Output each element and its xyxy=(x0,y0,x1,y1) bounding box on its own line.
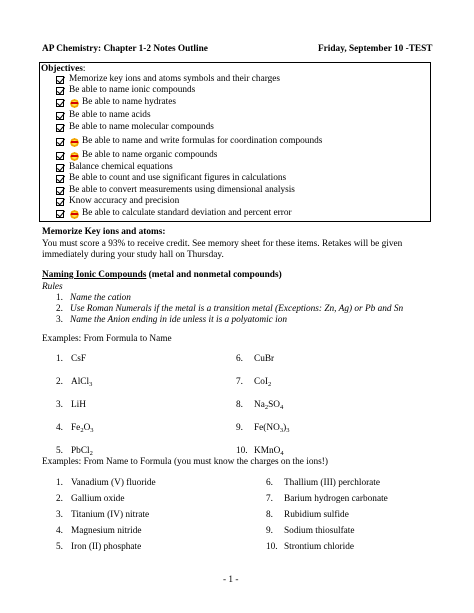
checkbox-checked-icon xyxy=(56,152,64,160)
formula-subscript: 4 xyxy=(279,404,284,411)
formula-example-item xyxy=(236,354,274,365)
checkbox-checked-icon xyxy=(56,99,64,107)
name-example-item xyxy=(56,510,149,521)
objective-item xyxy=(56,173,286,185)
chemical-formula xyxy=(71,377,92,388)
examples-formula-heading: Examples: From Formula to Name xyxy=(42,334,172,344)
name-example-item xyxy=(266,526,355,537)
compound-name: Rubidium sulfide xyxy=(284,510,349,520)
formula-example-item xyxy=(56,400,86,411)
checkbox-checked-icon xyxy=(56,87,64,95)
naming-heading: Naming Ionic Compounds (metal and nonmetal compounds) xyxy=(42,270,282,280)
objective-item xyxy=(56,85,195,97)
compound-name: Sodium thiosulfate xyxy=(284,526,355,536)
rule-text: Name the Anion ending in ide unless it is a polyatomic ion xyxy=(70,315,287,325)
objective-text: Be able to name molecular compounds xyxy=(69,122,214,133)
rule-number: 3. xyxy=(56,315,63,325)
formula-example-item xyxy=(56,423,94,434)
compound-name: Barium hydrogen carbonate xyxy=(284,494,388,504)
name-example-item xyxy=(266,510,349,521)
compound-name: Thallium (III) perchlorate xyxy=(284,478,381,488)
formula-segment: PbCl xyxy=(71,446,90,456)
formula-subscript: 2 xyxy=(89,450,93,457)
example-number: 3. xyxy=(56,400,63,410)
example-number: 1. xyxy=(56,478,63,488)
memorize-heading: Memorize Key ions and atoms: xyxy=(42,227,166,237)
rule-text: Use Roman Numerals if the metal is a transition metal (Exceptions: Zn, Ag) or Pb and Sn xyxy=(70,304,404,314)
formula-subscript: 3 xyxy=(279,427,284,434)
objectives-heading: Objectives: xyxy=(41,64,86,74)
example-number: 7. xyxy=(236,377,243,387)
example-number: 10. xyxy=(266,542,278,552)
chemical-formula xyxy=(71,400,86,411)
checkbox-checked-icon xyxy=(56,210,64,218)
checkbox-checked-icon xyxy=(56,175,64,183)
rule-number: 1. xyxy=(56,293,63,303)
examples-name-heading: Examples: From Name to Formula (you must know the charges on the ions!) xyxy=(42,457,328,467)
rule-number: 2. xyxy=(56,304,63,314)
formula-subscript: 4 xyxy=(280,450,284,457)
name-example-item xyxy=(56,526,142,537)
formula-segment: ) xyxy=(283,423,287,433)
formula-segment: CoI xyxy=(254,377,268,387)
chemical-formula xyxy=(71,446,93,457)
objective-text: Be able to name ionic compounds xyxy=(69,85,196,96)
objective-item xyxy=(56,208,292,220)
rule-text: Name the cation xyxy=(70,293,131,303)
formula-subscript: 2 xyxy=(264,404,269,411)
name-example-item xyxy=(56,542,141,553)
checkbox-checked-icon xyxy=(56,124,64,132)
formula-segment: KMnO xyxy=(254,446,281,456)
checkbox-checked-icon xyxy=(56,164,64,172)
new-starburst-icon xyxy=(69,138,80,147)
memorize-text-line-2: immediately during your study hall on Thursday. xyxy=(42,250,224,260)
formula-segment: O xyxy=(83,423,91,433)
objective-text: Be able to name organic compounds xyxy=(82,150,218,161)
formula-segment: CuBr xyxy=(254,354,275,364)
example-number: 4. xyxy=(56,423,63,433)
objective-text: Be able to calculate standard deviation and percent error xyxy=(82,208,292,219)
example-number: 9. xyxy=(236,423,243,433)
example-number: 7. xyxy=(266,494,273,504)
formula-segment: CsF xyxy=(71,354,86,364)
objective-text: Be able to count and use significant figures in calculations xyxy=(69,173,287,184)
example-number: 3. xyxy=(56,510,63,520)
example-number: 6. xyxy=(266,478,273,488)
rule-item xyxy=(56,315,287,326)
checkbox-checked-icon xyxy=(56,187,64,195)
formula-subscript: 2 xyxy=(80,427,84,434)
new-starburst-icon xyxy=(69,210,80,219)
example-number: 5. xyxy=(56,542,63,552)
objective-item xyxy=(56,110,151,122)
objective-item xyxy=(56,136,322,148)
objective-item xyxy=(56,196,179,208)
name-example-item xyxy=(266,542,354,553)
compound-name: Gallium oxide xyxy=(71,494,125,504)
checkbox-checked-icon xyxy=(56,138,64,146)
chemical-formula xyxy=(71,354,86,365)
example-number: 9. xyxy=(266,526,273,536)
example-number: 8. xyxy=(236,400,243,410)
objective-text: Be able to name acids xyxy=(69,110,151,121)
example-number: 2. xyxy=(56,494,63,504)
example-number: 4. xyxy=(56,526,63,536)
name-example-item xyxy=(266,478,380,489)
example-number: 5. xyxy=(56,446,63,456)
compound-name: Magnesium nitride xyxy=(71,526,142,536)
formula-segment: Fe(NO xyxy=(254,423,280,433)
chemical-formula xyxy=(254,446,284,457)
new-starburst-icon xyxy=(69,152,80,161)
objective-text: Know accuracy and precision xyxy=(69,196,180,207)
formula-segment: Na xyxy=(254,400,265,410)
objective-text: Be able to convert measurements using dimensional analysis xyxy=(69,185,295,196)
document-title: AP Chemistry: Chapter 1-2 Notes Outline xyxy=(42,44,208,54)
compound-name: Titanium (IV) nitrate xyxy=(71,510,150,520)
formula-subscript: 2 xyxy=(267,381,272,388)
compound-name: Vanadium (V) fluoride xyxy=(71,478,156,488)
objective-text: Balance chemical equations xyxy=(69,162,173,173)
objective-text: Memorize key ions and atoms symbols and their charges xyxy=(69,74,281,85)
formula-example-item xyxy=(236,423,289,434)
objective-item xyxy=(56,122,214,134)
chemical-formula xyxy=(254,377,271,388)
formula-example-item xyxy=(56,377,92,388)
formula-example-item xyxy=(236,446,284,457)
formula-segment: AlCl xyxy=(71,377,90,387)
formula-subscript: 3 xyxy=(90,427,94,434)
chemical-formula xyxy=(254,354,274,365)
rules-label: Rules xyxy=(42,282,63,292)
example-number: 10. xyxy=(236,446,248,456)
compound-name: Iron (II) phosphate xyxy=(71,542,142,552)
example-number: 6. xyxy=(236,354,243,364)
formula-example-item xyxy=(56,354,86,365)
checkbox-checked-icon xyxy=(56,76,64,84)
page-number: - 1 - xyxy=(223,575,239,585)
formula-subscript: 3 xyxy=(89,381,93,388)
formula-segment: LiH xyxy=(71,400,86,410)
objective-item xyxy=(56,97,176,109)
name-example-item xyxy=(56,478,156,489)
formula-segment: Fe xyxy=(71,423,81,433)
name-example-item xyxy=(56,494,124,505)
compound-name: Strontium chloride xyxy=(284,542,354,552)
new-starburst-icon xyxy=(69,99,80,108)
formula-subscript: 3 xyxy=(286,427,290,434)
example-number: 1. xyxy=(56,354,63,364)
objective-text: Be able to name hydrates xyxy=(82,97,176,108)
formula-example-item xyxy=(236,400,283,411)
checkbox-checked-icon xyxy=(56,112,64,120)
name-example-item xyxy=(266,494,388,505)
chemical-formula xyxy=(71,423,94,434)
example-number: 8. xyxy=(266,510,273,520)
memorize-text-line-1: You must score a 93% to receive credit. See memory sheet for these items. Retakes will be given xyxy=(42,239,403,249)
formula-example-item xyxy=(236,377,271,388)
document-date: Friday, September 10 -TEST xyxy=(318,44,433,54)
formula-example-item xyxy=(56,446,93,457)
objective-text: Be able to name and write formulas for coordination compounds xyxy=(82,136,323,147)
formula-segment: SO xyxy=(268,400,280,410)
rule-item xyxy=(56,304,403,315)
chemical-formula xyxy=(254,400,283,411)
chemical-formula xyxy=(254,423,289,434)
checkbox-checked-icon xyxy=(56,198,64,206)
example-number: 2. xyxy=(56,377,63,387)
objective-item xyxy=(56,150,217,162)
rule-item xyxy=(56,293,131,304)
